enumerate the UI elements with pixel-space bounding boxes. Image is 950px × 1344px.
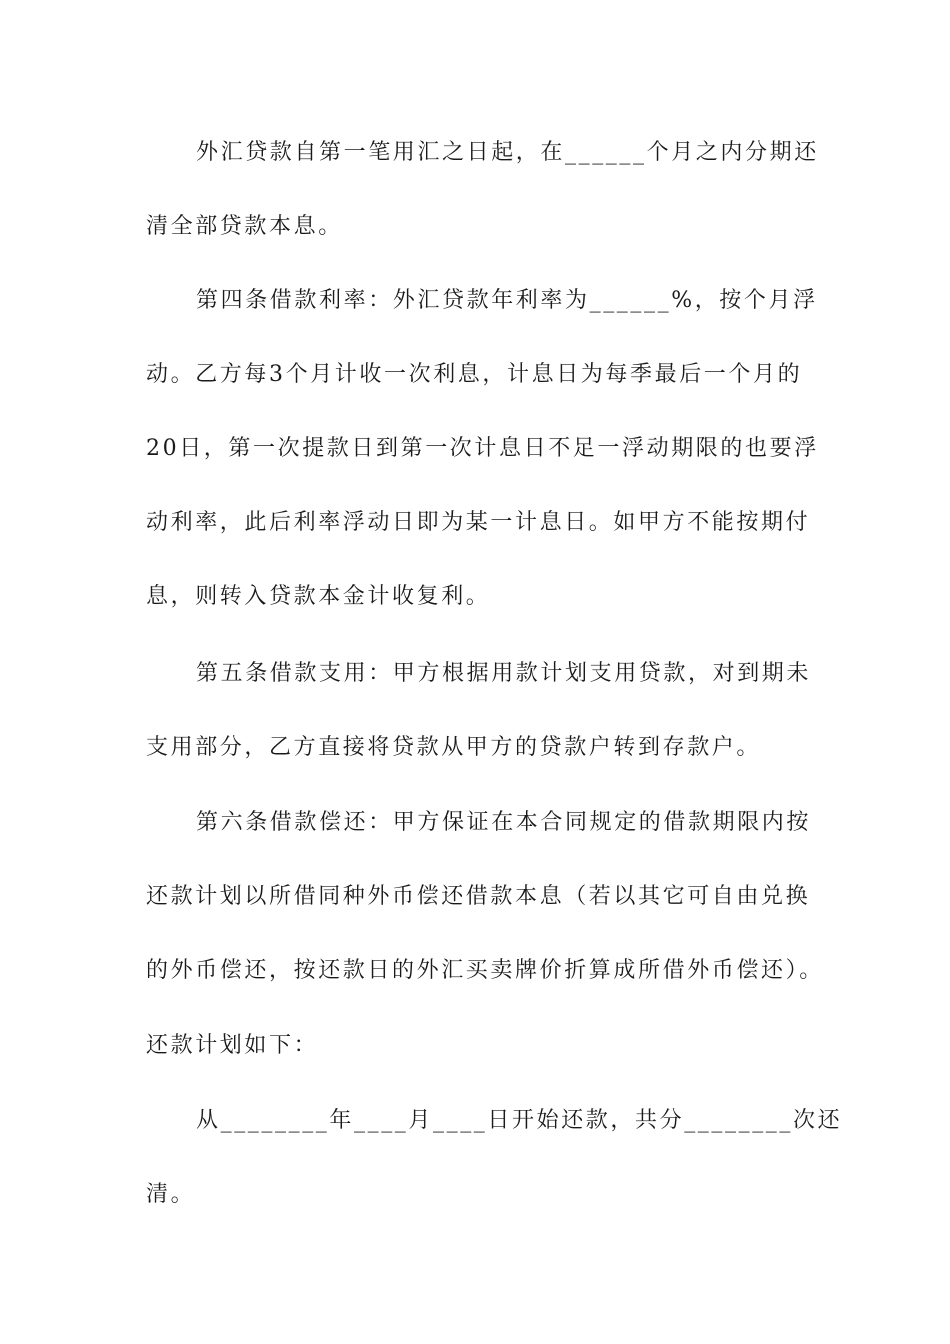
- text-line: 的外币偿还，按还款日的外汇买卖牌价折算成所借外币偿还）。: [146, 958, 824, 983]
- text-line: 动。乙方每3个月计收一次利息，计息日为每季最后一个月的: [146, 362, 803, 387]
- text-line: 清。: [146, 1182, 196, 1207]
- text-line: 息，则转入贷款本金计收复利。: [146, 584, 491, 609]
- text-line: 支用部分，乙方直接将贷款从甲方的贷款户转到存款户。: [146, 735, 762, 760]
- text-line: 20日，第一次提款日到第一次计息日不足一浮动期限的也要浮: [146, 436, 819, 461]
- text-line: 还款计划以所借同种外币偿还借款本息（若以其它可自由兑换: [146, 884, 811, 909]
- text-line: 第六条借款偿还：甲方保证在本合同规定的借款期限内按: [196, 810, 812, 835]
- text-line: 还款计划如下：: [146, 1033, 319, 1058]
- text-line: 外汇贷款自第一笔用汇之日起，在______个月之内分期还: [196, 140, 819, 165]
- text-line: 从________年____月____日开始还款，共分________次还: [196, 1108, 843, 1133]
- text-line: 第五条借款支用：甲方根据用款计划支用贷款，对到期未: [196, 661, 812, 686]
- text-line: 清全部贷款本息。: [146, 214, 343, 239]
- text-line: 动利率，此后利率浮动日即为某一计息日。如甲方不能按期付: [146, 510, 811, 535]
- text-line: 第四条借款利率：外汇贷款年利率为______%，按个月浮: [196, 288, 818, 313]
